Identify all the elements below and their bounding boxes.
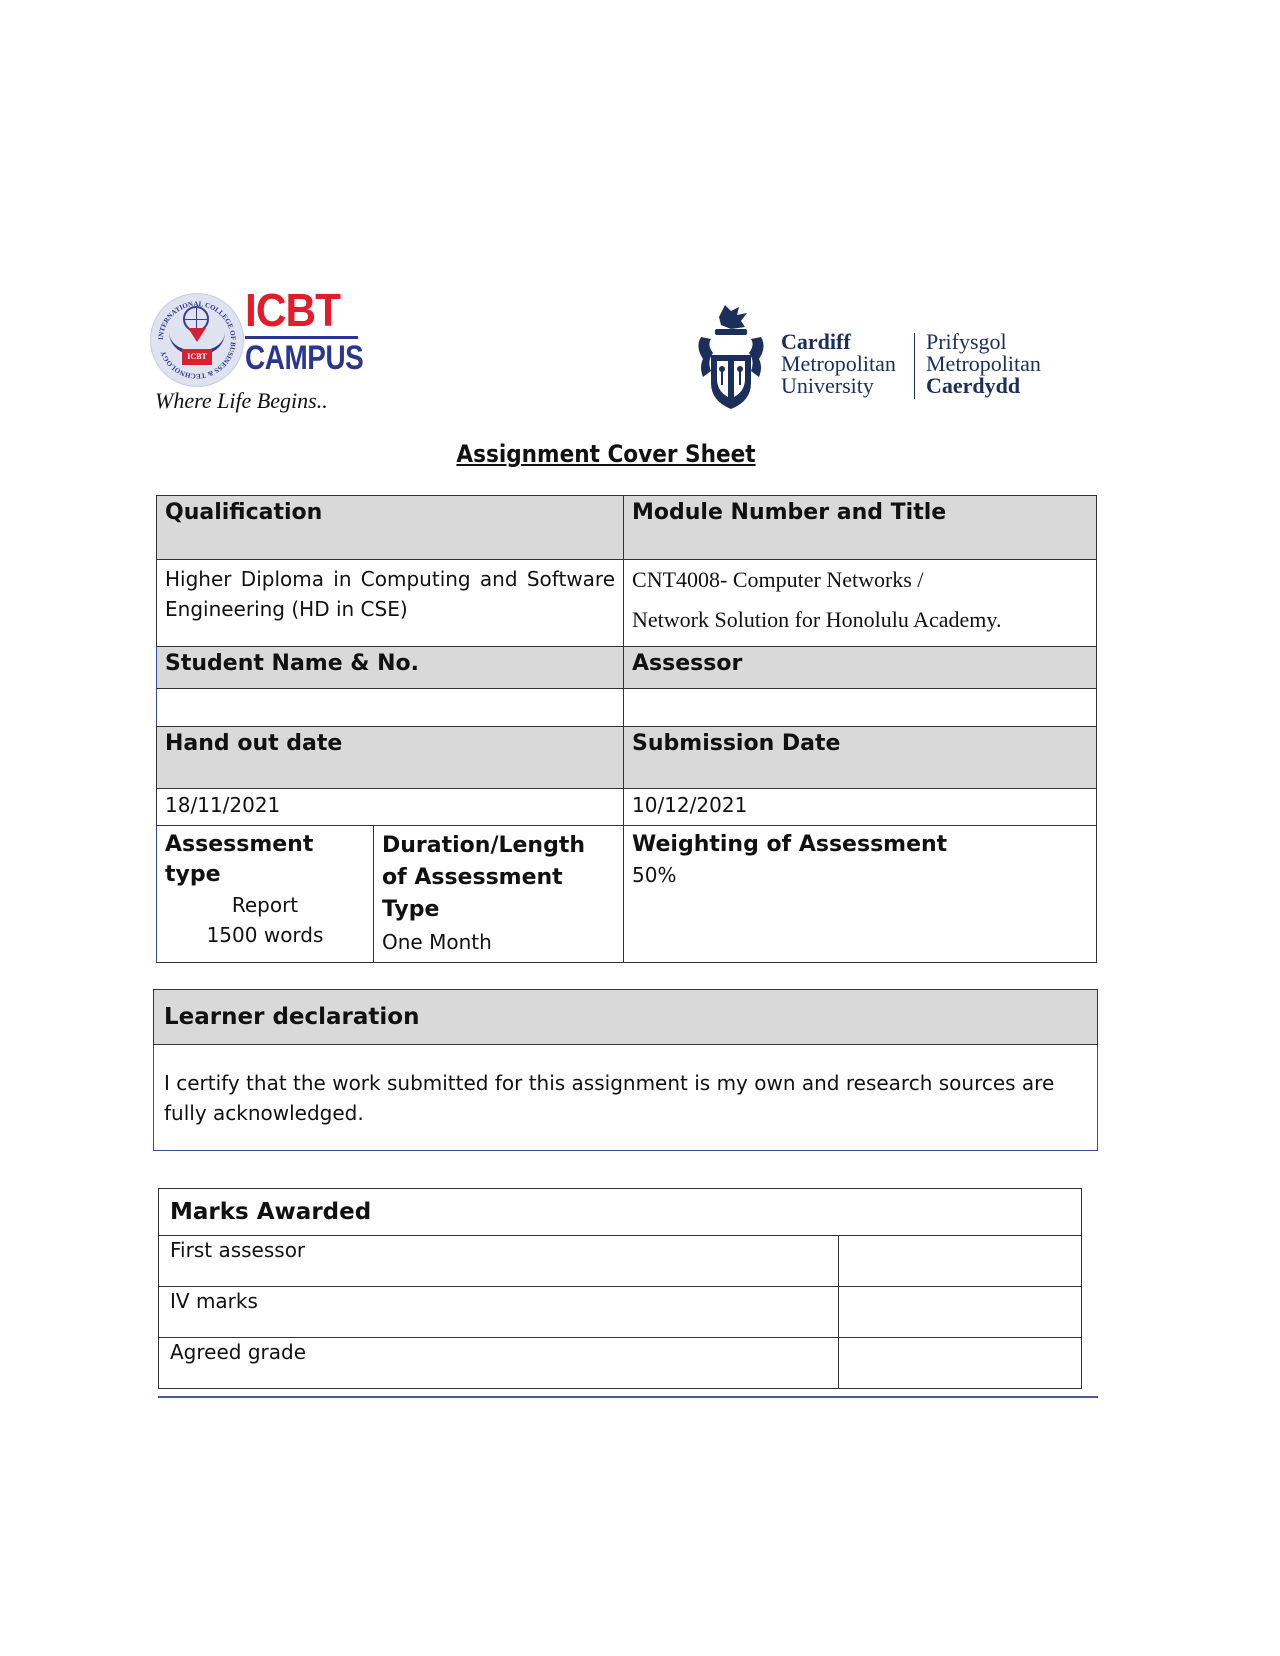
weighting-value: 50% — [632, 863, 677, 887]
duration-value: One Month — [382, 930, 492, 954]
weighting-cell — [624, 826, 1097, 963]
student-name-label: Student Name & No. — [157, 647, 624, 689]
assessment-type-value: Report — [231, 893, 299, 917]
assessor-field[interactable] — [624, 689, 1097, 727]
assessor-label: Assessor — [624, 647, 1097, 689]
icbt-tagline: Where Life Begins.. — [155, 388, 328, 413]
svg-text:INTERNATIONAL COLLEGE OF BUSIN: INTERNATIONAL COLLEGE OF BUSINESS & TECHNOLOGY — [156, 299, 238, 381]
marks-awarded-label: Marks Awarded — [159, 1189, 1082, 1236]
assessment-type-label: Assessment type — [165, 832, 314, 887]
seal-badge: ICBT — [182, 349, 212, 365]
marks-awarded-table — [158, 1188, 1082, 1389]
learner-declaration-label: Learner declaration — [154, 990, 1098, 1045]
student-name-field[interactable] — [157, 689, 624, 727]
agreed-grade-field[interactable] — [839, 1338, 1082, 1389]
campus-wordmark: CAMPUS — [245, 339, 364, 377]
cardiff-met-logo — [695, 303, 1065, 415]
table-row — [159, 1287, 1082, 1338]
learner-declaration-table — [153, 989, 1098, 1151]
qualification-value: Higher Diploma in Computing and Software Engineering (HD in CSE) — [157, 560, 624, 647]
icbt-campus-logo — [150, 284, 380, 418]
iv-marks-field[interactable] — [839, 1287, 1082, 1338]
handout-date-value: 18/11/2021 — [157, 789, 624, 826]
agreed-grade-label: Agreed grade — [159, 1338, 839, 1389]
module-value — [624, 560, 1097, 647]
weighting-label: Weighting of Assessment — [632, 832, 948, 857]
assessment-length-value: 1500 words — [206, 923, 324, 947]
duration-cell — [374, 826, 624, 963]
assessment-type-cell — [157, 826, 374, 963]
cardiff-met-english-name: Cardiff Metropolitan University — [781, 329, 896, 398]
page-title: Assignment Cover Sheet — [456, 440, 756, 468]
table-row — [159, 1236, 1082, 1287]
handout-date-label: Hand out date — [157, 727, 624, 789]
icbt-seal-icon — [150, 293, 244, 387]
module-code-title: CNT4008- Computer Networks / — [632, 567, 924, 592]
qualification-label: Qualification — [157, 496, 624, 560]
icbt-wordmark: ICBT — [245, 284, 341, 336]
module-label: Module Number and Title — [624, 496, 1097, 560]
logo-divider — [914, 333, 915, 399]
table-row — [159, 1338, 1082, 1389]
cover-sheet-table — [156, 495, 1097, 963]
coat-of-arms-icon — [695, 303, 767, 411]
iv-marks-label: IV marks — [159, 1287, 839, 1338]
duration-label: Duration/Length of Assessment Type — [382, 833, 586, 922]
cardiff-met-welsh-name: Prifysgol Metropolitan Caerdydd — [926, 329, 1041, 398]
learner-declaration-text: I certify that the work submitted for this assignment is my own and research sources are fully acknowledged. — [154, 1045, 1098, 1151]
submission-date-value: 10/12/2021 — [624, 789, 1097, 826]
bottom-divider — [158, 1396, 1098, 1398]
submission-date-label: Submission Date — [624, 727, 1097, 789]
first-assessor-field[interactable] — [839, 1236, 1082, 1287]
first-assessor-label: First assessor — [159, 1236, 839, 1287]
module-assignment-title: Network Solution for Honolulu Academy. — [632, 607, 1002, 632]
